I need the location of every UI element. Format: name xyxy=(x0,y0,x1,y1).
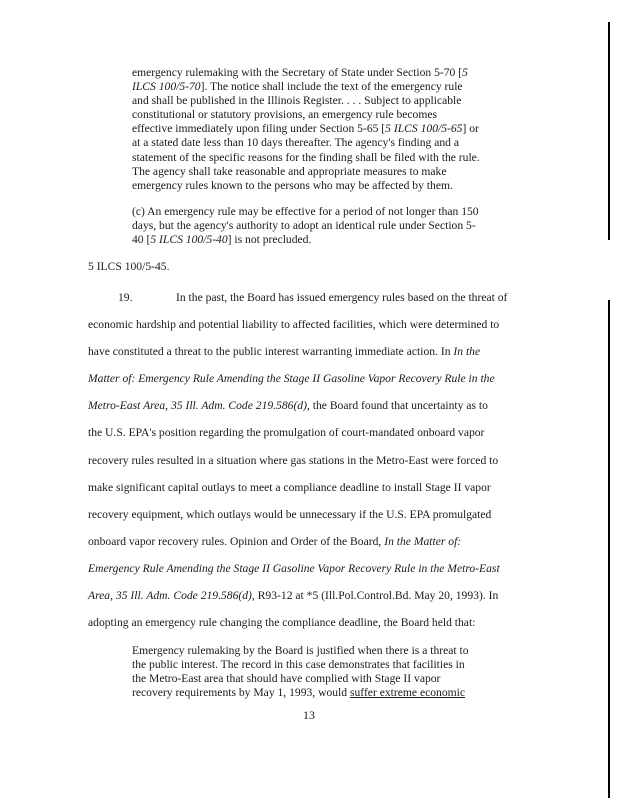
paragraph-19 xyxy=(88,284,520,636)
para-line: recovery rules resulted in a situation where gas stations in the Metro-East were forced to xyxy=(88,453,499,467)
underlined-text: suffer extreme economic xyxy=(349,686,466,700)
quote-line: The agency shall take reasonable and appropriate measures to make xyxy=(132,164,447,178)
block-quote-emergency-filing xyxy=(132,66,508,193)
quote-text: 40 [ xyxy=(132,233,151,247)
para-text: onboard vapor recovery rules. Opinion and Order of the Board, xyxy=(88,534,385,548)
margin-bar-gap xyxy=(608,8,610,22)
quote-line: (c) An emergency rule may be effective for a period of not longer than 150 xyxy=(132,205,479,218)
para-line: the U.S. EPA's position regarding the promulgation of court-mandated onboard vapor xyxy=(88,426,485,440)
quote-text: recovery requirements by May 1, 1993, would xyxy=(132,686,350,700)
quote-citation: 5 ILCS 100/5-65 xyxy=(385,122,463,136)
case-name: Area, 35 Ill. Adm. Code 219.586(d) xyxy=(88,589,252,603)
case-name: Matter of: Emergency Rule Amending the Stage II Gasoline Vapor Recovery Rule in the xyxy=(88,372,495,386)
block-quote-subsection-c xyxy=(132,205,508,247)
quote-citation: 5 ILCS 100/5-40 xyxy=(150,233,228,247)
para-text: have constituted a threat to the public interest warranting immediate action. In xyxy=(88,345,454,359)
para-text: , R93-12 at *5 (Ill.Pol.Control.Bd. May 20, 1993). In xyxy=(251,589,499,603)
para-line xyxy=(88,582,520,609)
quote-text: ]. The notice shall include the text of the emergency rule xyxy=(200,80,463,94)
quote-line: the public interest. The record in this case demonstrates that facilities in xyxy=(132,658,465,672)
para-line xyxy=(88,338,520,365)
case-name: In the Matter of: xyxy=(384,534,462,548)
quote-line: at a stated date less than 10 days thereafter. The agency's finding and a xyxy=(132,136,460,150)
quote-line xyxy=(132,80,508,94)
quote-text: ] or xyxy=(462,122,479,136)
quote-line: constitutional or statutory provisions, an emergency rule becomes xyxy=(132,108,438,122)
quote-line: emergency rules known to the persons who may be affected by them. xyxy=(132,178,453,192)
para-line: adopting an emergency rule changing the compliance deadline, the Board held that: xyxy=(88,616,476,630)
quote-citation: 5 xyxy=(462,66,468,79)
case-name: Metro-East Area, 35 Ill. Adm. Code 219.586(d) xyxy=(88,399,307,413)
para-line: recovery equipment, which outlays would be unnecessary if the U.S. EPA promulgated xyxy=(88,507,492,521)
para-line xyxy=(88,555,520,582)
quote-citation: ILCS 100/5-70 xyxy=(132,80,201,94)
quote-line: statement of the specific reasons for the finding shall be filed with the rule. xyxy=(132,150,480,164)
margin-bar-gap-lower xyxy=(608,240,610,300)
para-text: In the past, the Board has issued emergency rules based on the threat of xyxy=(176,291,508,304)
margin-revision-bar xyxy=(608,8,610,798)
quote-text: emergency rulemaking with the Secretary of State under Section 5-70 [ xyxy=(132,66,463,79)
quote-line xyxy=(132,233,508,247)
quote-text: ] is not precluded. xyxy=(227,233,312,247)
case-name: In the xyxy=(453,345,481,359)
quote-line xyxy=(132,66,508,80)
quote-line xyxy=(132,686,508,700)
quote-line: Emergency rulemaking by the Board is justified when there is a threat to xyxy=(132,644,469,657)
quote-line: days, but the agency's authority to adopt an identical rule under Section 5- xyxy=(132,219,476,233)
statute-citation: 5 ILCS 100/5-45. xyxy=(88,260,170,273)
para-line xyxy=(88,392,520,419)
para-line: make significant capital outlays to meet a compliance deadline to install Stage II vapor xyxy=(88,480,491,494)
block-quote-board-holding xyxy=(132,644,508,700)
quote-text: effective immediately upon filing under Section 5-65 [ xyxy=(132,122,386,136)
para-line: economic hardship and potential liability to affected facilities, which were determined to xyxy=(88,318,500,332)
para-line xyxy=(88,365,520,392)
para-line xyxy=(88,284,520,311)
quote-line: the Metro-East area that should have complied with Stage II vapor xyxy=(132,672,441,686)
paragraph-number: 19. xyxy=(118,291,133,304)
case-name: Emergency Rule Amending the Stage II Gasoline Vapor Recovery Rule in the Metro-East xyxy=(88,561,500,575)
page-number: 13 xyxy=(303,708,315,722)
para-line xyxy=(88,528,520,555)
quote-line xyxy=(132,122,508,136)
para-text: , the Board found that uncertainty as to xyxy=(306,399,488,413)
quote-line: and shall be published in the Illinois Register. . . . Subject to applicable xyxy=(132,94,462,108)
